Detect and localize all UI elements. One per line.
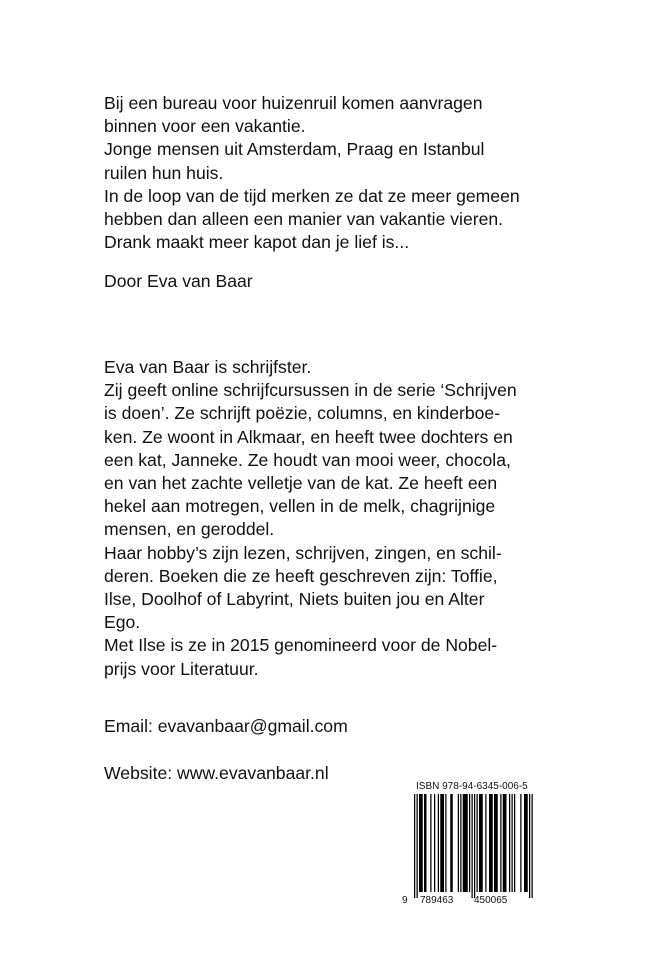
barcode-bar <box>514 794 515 892</box>
blurb-line: hebben dan alleen een manier van vakantie vieren. <box>104 209 504 230</box>
barcode-bar <box>494 794 498 892</box>
blurb-line: In de loop van de tijd merken ze dat ze meer gemeen <box>104 185 520 206</box>
barcode-bar <box>460 794 461 892</box>
barcode-bar <box>509 794 510 892</box>
isbn-barcode <box>402 780 537 910</box>
author-text: Door Eva van Baar <box>104 271 253 291</box>
barcode-bar <box>500 794 501 892</box>
barcode-guard-bar <box>529 794 530 898</box>
author-line <box>104 270 644 293</box>
bio-line: Met Ilse is ze in 2015 genomineerd voor de Nobel- <box>104 635 498 656</box>
bio-line: hekel aan motregen, vellen in de melk, chagrijnige <box>104 496 496 517</box>
barcode-bar <box>489 794 493 892</box>
website-text: Website: www.evavanbaar.nl <box>104 763 329 783</box>
barcode-digit-lead: 9 <box>402 895 408 906</box>
barcode-bar <box>485 794 486 892</box>
bio-line: is doen’. Ze schrijft poëzie, columns, en kinderboe- <box>104 403 501 424</box>
bio-line: en van het zachte velletje van de kat. Ze heeft een <box>104 473 498 494</box>
blurb-line: Jonge mensen uit Amsterdam, Praag en Istanbul <box>104 139 485 160</box>
barcode-bar <box>463 794 468 892</box>
barcode-guard-bar <box>414 794 415 898</box>
barcode-bar <box>520 794 521 892</box>
blurb-line: Bij een bureau voor huizenruil komen aanvragen <box>104 93 483 113</box>
website-line <box>104 762 644 785</box>
barcode-guard-bar <box>532 794 533 898</box>
bio-line: Ilse, Doolhof of Labyrint, Niets buiten jou en Alter <box>104 589 485 610</box>
bio-line: Eva van Baar is schrijfster. <box>104 357 312 377</box>
blurb-line: ruilen hun huis. <box>104 162 224 183</box>
barcode-guard-bar <box>474 794 475 898</box>
barcode-bar <box>469 794 470 892</box>
barcode-bar <box>440 794 444 892</box>
barcode-bar <box>424 794 427 892</box>
barcode-bar <box>450 794 453 892</box>
barcode-bar <box>434 794 435 892</box>
barcode-bar <box>438 794 439 892</box>
barcode-bar <box>503 794 507 892</box>
bio-line: Haar hobby’s zijn lezen, schrijven, zingen, en schil- <box>104 542 502 563</box>
email-text: Email: evavanbaar@gmail.com <box>104 716 348 736</box>
barcode-bar <box>477 794 478 892</box>
bio-line: Zij geeft online schrijfcursussen in de serie ‘Schrijven <box>104 380 517 401</box>
isbn-label: ISBN 978-94-6345-006-5 <box>416 781 528 792</box>
barcode-bar <box>419 794 423 892</box>
barcode-bar <box>430 794 431 892</box>
email-line <box>104 715 644 738</box>
bio-line: prijs voor Literatuur. <box>104 658 259 679</box>
bio-line: Ego. <box>104 612 141 633</box>
barcode-bar <box>445 794 446 892</box>
bio-line: mensen, en geroddel. <box>104 519 275 540</box>
barcode-digits-right: 450065 <box>474 895 508 906</box>
bio-line: ken. Ze woont in Alkmaar, en heeft twee dochters en <box>104 426 513 447</box>
barcode-guard-bar <box>472 794 473 898</box>
bio-line: een kat, Janneke. Ze houdt van mooi weer, chocola, <box>104 449 511 470</box>
blurb-line: binnen voor een vakantie. <box>104 116 306 137</box>
blurb-text <box>104 92 644 254</box>
barcode-bar <box>512 794 513 892</box>
bio-line: deren. Boeken die ze heeft geschreven zijn: Toffie, <box>104 565 498 586</box>
blurb-line: Drank maakt meer kapot dan je lief is... <box>104 232 410 253</box>
barcode-bar <box>524 794 528 892</box>
barcode-bars <box>402 794 537 898</box>
barcode-bar <box>458 794 459 892</box>
author-bio <box>104 356 644 681</box>
barcode-bar <box>479 794 483 892</box>
barcode-digits-left: 789463 <box>420 895 454 906</box>
barcode-guard-bar <box>417 794 418 898</box>
